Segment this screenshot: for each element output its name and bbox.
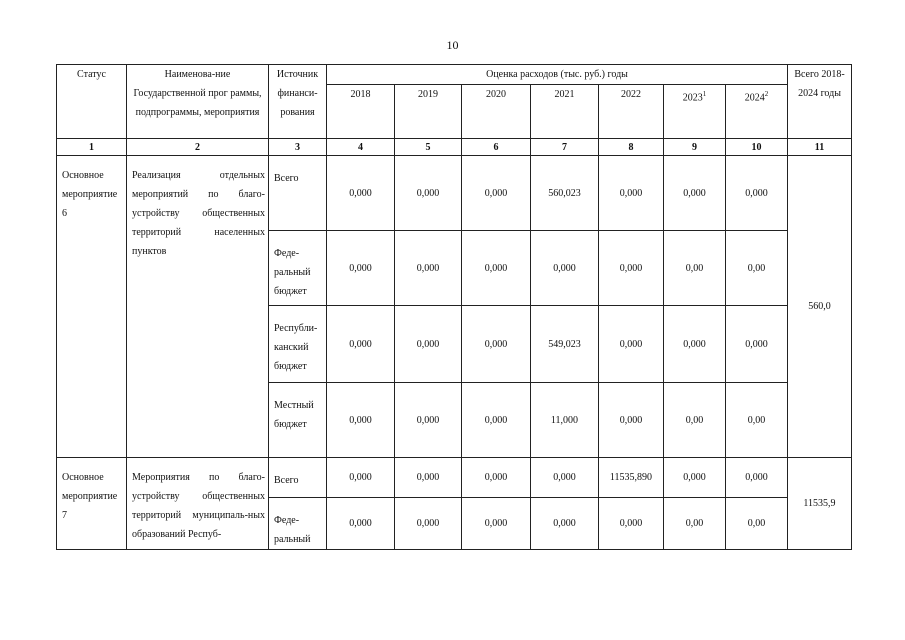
expenses-table bbox=[56, 64, 852, 550]
value-cell: 0,000 bbox=[395, 383, 462, 458]
value-cell: 0,000 bbox=[726, 306, 788, 383]
header-row-1 bbox=[57, 65, 852, 85]
value-cell: 0,000 bbox=[531, 231, 599, 306]
funding-source-cell: Всего bbox=[269, 458, 327, 498]
status-cell: Основное мероприятие 7 bbox=[57, 458, 127, 550]
table-body bbox=[57, 156, 852, 550]
value-cell: 0,00 bbox=[664, 231, 726, 306]
year-footnote-mark: 1 bbox=[702, 90, 707, 98]
value-cell: 0,000 bbox=[599, 156, 664, 231]
column-number: 3 bbox=[269, 139, 327, 156]
value-cell: 0,000 bbox=[726, 156, 788, 231]
value-cell: 0,000 bbox=[327, 156, 395, 231]
column-number: 9 bbox=[664, 139, 726, 156]
year-footnote-mark: 2 bbox=[764, 90, 769, 98]
value-cell: 0,000 bbox=[531, 458, 599, 498]
column-number: 7 bbox=[531, 139, 599, 156]
value-cell: 11,000 bbox=[531, 383, 599, 458]
value-cell: 0,000 bbox=[395, 458, 462, 498]
value-cell: 0,000 bbox=[599, 383, 664, 458]
column-number: 5 bbox=[395, 139, 462, 156]
value-cell: 0,000 bbox=[462, 458, 531, 498]
value-cell: 0,000 bbox=[327, 231, 395, 306]
column-numbers-row bbox=[57, 139, 852, 156]
header-year: 2022 bbox=[599, 85, 664, 139]
funding-source-cell: Местный бюджет bbox=[269, 383, 327, 458]
header-year: 2020 bbox=[462, 85, 531, 139]
value-cell: 0,000 bbox=[462, 156, 531, 231]
value-cell: 0,000 bbox=[462, 306, 531, 383]
value-cell: 0,000 bbox=[327, 458, 395, 498]
table-row bbox=[57, 458, 852, 498]
activity-name-cell: Мероприятия по благо-устройству общественных территорий муниципаль-ных образований Респуб- bbox=[127, 458, 269, 550]
total-cell: 560,0 bbox=[788, 156, 852, 458]
value-cell: 0,000 bbox=[395, 156, 462, 231]
value-cell: 560,023 bbox=[531, 156, 599, 231]
funding-source-cell: Феде-ральный bbox=[269, 498, 327, 550]
column-number: 10 bbox=[726, 139, 788, 156]
column-number: 2 bbox=[127, 139, 269, 156]
header-year: 2019 bbox=[395, 85, 462, 139]
value-cell: 549,023 bbox=[531, 306, 599, 383]
value-cell: 0,000 bbox=[664, 156, 726, 231]
page-number: 10 bbox=[446, 38, 459, 52]
value-cell: 0,000 bbox=[664, 458, 726, 498]
value-cell: 11535,890 bbox=[599, 458, 664, 498]
column-number: 6 bbox=[462, 139, 531, 156]
value-cell: 0,00 bbox=[726, 383, 788, 458]
header-name: Наименова-ние Государственной прог раммы, подпрограммы, мероприятия bbox=[127, 65, 269, 139]
value-cell: 0,000 bbox=[395, 231, 462, 306]
value-cell: 0,000 bbox=[599, 498, 664, 550]
status-cell: Основное мероприятие 6 bbox=[57, 156, 127, 458]
value-cell: 0,000 bbox=[599, 306, 664, 383]
value-cell: 0,00 bbox=[664, 383, 726, 458]
header-status: Статус bbox=[57, 65, 127, 139]
funding-source-cell: Феде-ральный бюджет bbox=[269, 231, 327, 306]
table-row bbox=[57, 156, 852, 231]
column-number: 8 bbox=[599, 139, 664, 156]
value-cell: 0,000 bbox=[531, 498, 599, 550]
value-cell: 0,000 bbox=[327, 383, 395, 458]
header-year: 2024$^2$ bbox=[726, 85, 788, 139]
value-cell: 0,00 bbox=[726, 231, 788, 306]
value-cell: 0,000 bbox=[327, 306, 395, 383]
value-cell: 0,000 bbox=[395, 306, 462, 383]
header-estimate: Оценка расходов (тыс. руб.) годы bbox=[327, 65, 788, 85]
header-total: Всего 2018-2024 годы bbox=[788, 65, 852, 139]
total-cell: 11535,9 bbox=[788, 458, 852, 550]
funding-source-cell: Республи-канский бюджет bbox=[269, 306, 327, 383]
header-year: 2018 bbox=[327, 85, 395, 139]
funding-source-cell: Всего bbox=[269, 156, 327, 231]
value-cell: 0,00 bbox=[726, 498, 788, 550]
value-cell: 0,000 bbox=[327, 498, 395, 550]
value-cell: 0,000 bbox=[462, 383, 531, 458]
value-cell: 0,000 bbox=[726, 458, 788, 498]
value-cell: 0,00 bbox=[664, 498, 726, 550]
column-number: 1 bbox=[57, 139, 127, 156]
header-source: Источник финанси-рования bbox=[269, 65, 327, 139]
column-number: 11 bbox=[788, 139, 852, 156]
value-cell: 0,000 bbox=[599, 231, 664, 306]
activity-name-cell: Реализация отдельных мероприятий по благо-устройству общественных территорий населенных пунктов bbox=[127, 156, 269, 458]
header-year: 2023$^1$ bbox=[664, 85, 726, 139]
value-cell: 0,000 bbox=[462, 231, 531, 306]
value-cell: 0,000 bbox=[664, 306, 726, 383]
header-year: 2021 bbox=[531, 85, 599, 139]
value-cell: 0,000 bbox=[462, 498, 531, 550]
value-cell: 0,000 bbox=[395, 498, 462, 550]
column-number: 4 bbox=[327, 139, 395, 156]
